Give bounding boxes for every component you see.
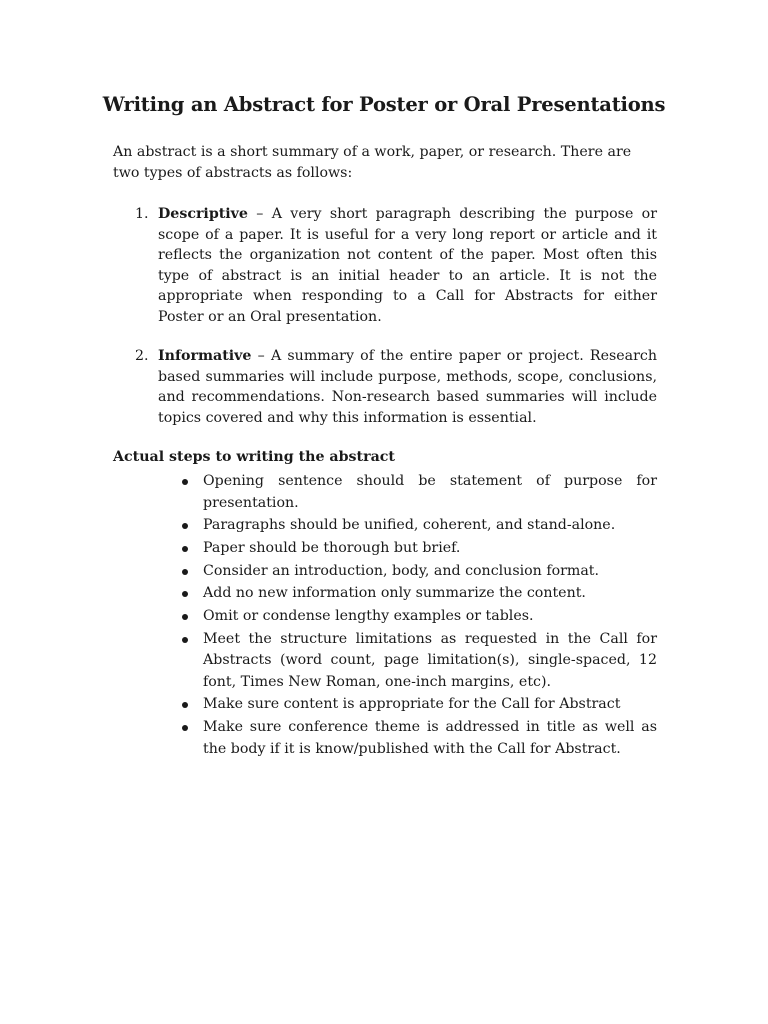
steps-list <box>180 471 657 761</box>
item-term: Descriptive <box>158 206 248 222</box>
step-item <box>180 629 657 694</box>
intro-paragraph: An abstract is a short summary of a work, paper, or research. There are two types of abstracts as follows: <box>113 144 632 181</box>
step-text: Paragraphs should be unified, coherent, and stand-alone. <box>203 517 616 534</box>
step-item <box>180 717 657 760</box>
bullet-icon <box>182 479 188 485</box>
step-text: Opening sentence should be statement of purpose for presentation. <box>203 473 657 511</box>
item-body <box>158 346 657 428</box>
document-title: Writing an Abstract for Poster or Oral Presentations <box>102 93 666 116</box>
bullet-icon <box>182 546 188 552</box>
step-text: Consider an introduction, body, and conclusion format. <box>203 562 600 579</box>
step-item <box>180 583 657 605</box>
step-item <box>180 538 657 560</box>
step-text: Omit or condense lengthy examples or tables. <box>203 607 534 624</box>
bullet-icon <box>182 702 188 708</box>
bullet-icon <box>182 569 188 575</box>
item-body <box>158 204 657 327</box>
bullet-icon <box>182 725 188 731</box>
item-number: 1. <box>135 206 149 222</box>
item-term: Informative <box>158 348 252 364</box>
bullet-icon <box>182 523 188 529</box>
abstract-type-descriptive <box>135 204 657 327</box>
bullet-icon <box>182 614 188 620</box>
step-item <box>180 471 657 514</box>
steps-heading: Actual steps to writing the abstract <box>113 449 395 465</box>
step-text: Paper should be thorough but brief. <box>203 539 461 556</box>
abstract-type-informative <box>135 346 657 428</box>
step-text: Make sure content is appropriate for the Call for Abstract <box>203 696 621 713</box>
step-item <box>180 515 657 537</box>
step-text: Meet the structure limitations as requested in the Call for Abstracts (word count, page limitation(s), single-spaced, 12 font, Times New Roman, one-inch margins, etc). <box>203 630 657 690</box>
item-description: – A summary of the entire paper or project. Research based summaries will include purpose, methods, scope, conclusions, and recommendations. Non-research based summaries will include topics covered and why this information is essential. <box>158 348 657 426</box>
item-description: – A very short paragraph describing the purpose or scope of a paper. It is useful for a very long report or article and it reflects the organization not content of the paper. Most often this type of abstract is an initial header to an article. It is not the appropriate when responding to a Call for Abstracts for either Poster or an Oral presentation. <box>158 206 657 325</box>
step-item <box>180 561 657 583</box>
bullet-icon <box>182 591 188 597</box>
bullet-icon <box>182 637 188 643</box>
step-text: Make sure conference theme is addressed in title as well as the body if it is know/published with the Call for Abstract. <box>203 719 657 757</box>
step-text: Add no new information only summarize the content. <box>203 585 586 602</box>
step-item <box>180 606 657 628</box>
item-number: 2. <box>135 348 149 364</box>
step-item <box>180 694 657 716</box>
